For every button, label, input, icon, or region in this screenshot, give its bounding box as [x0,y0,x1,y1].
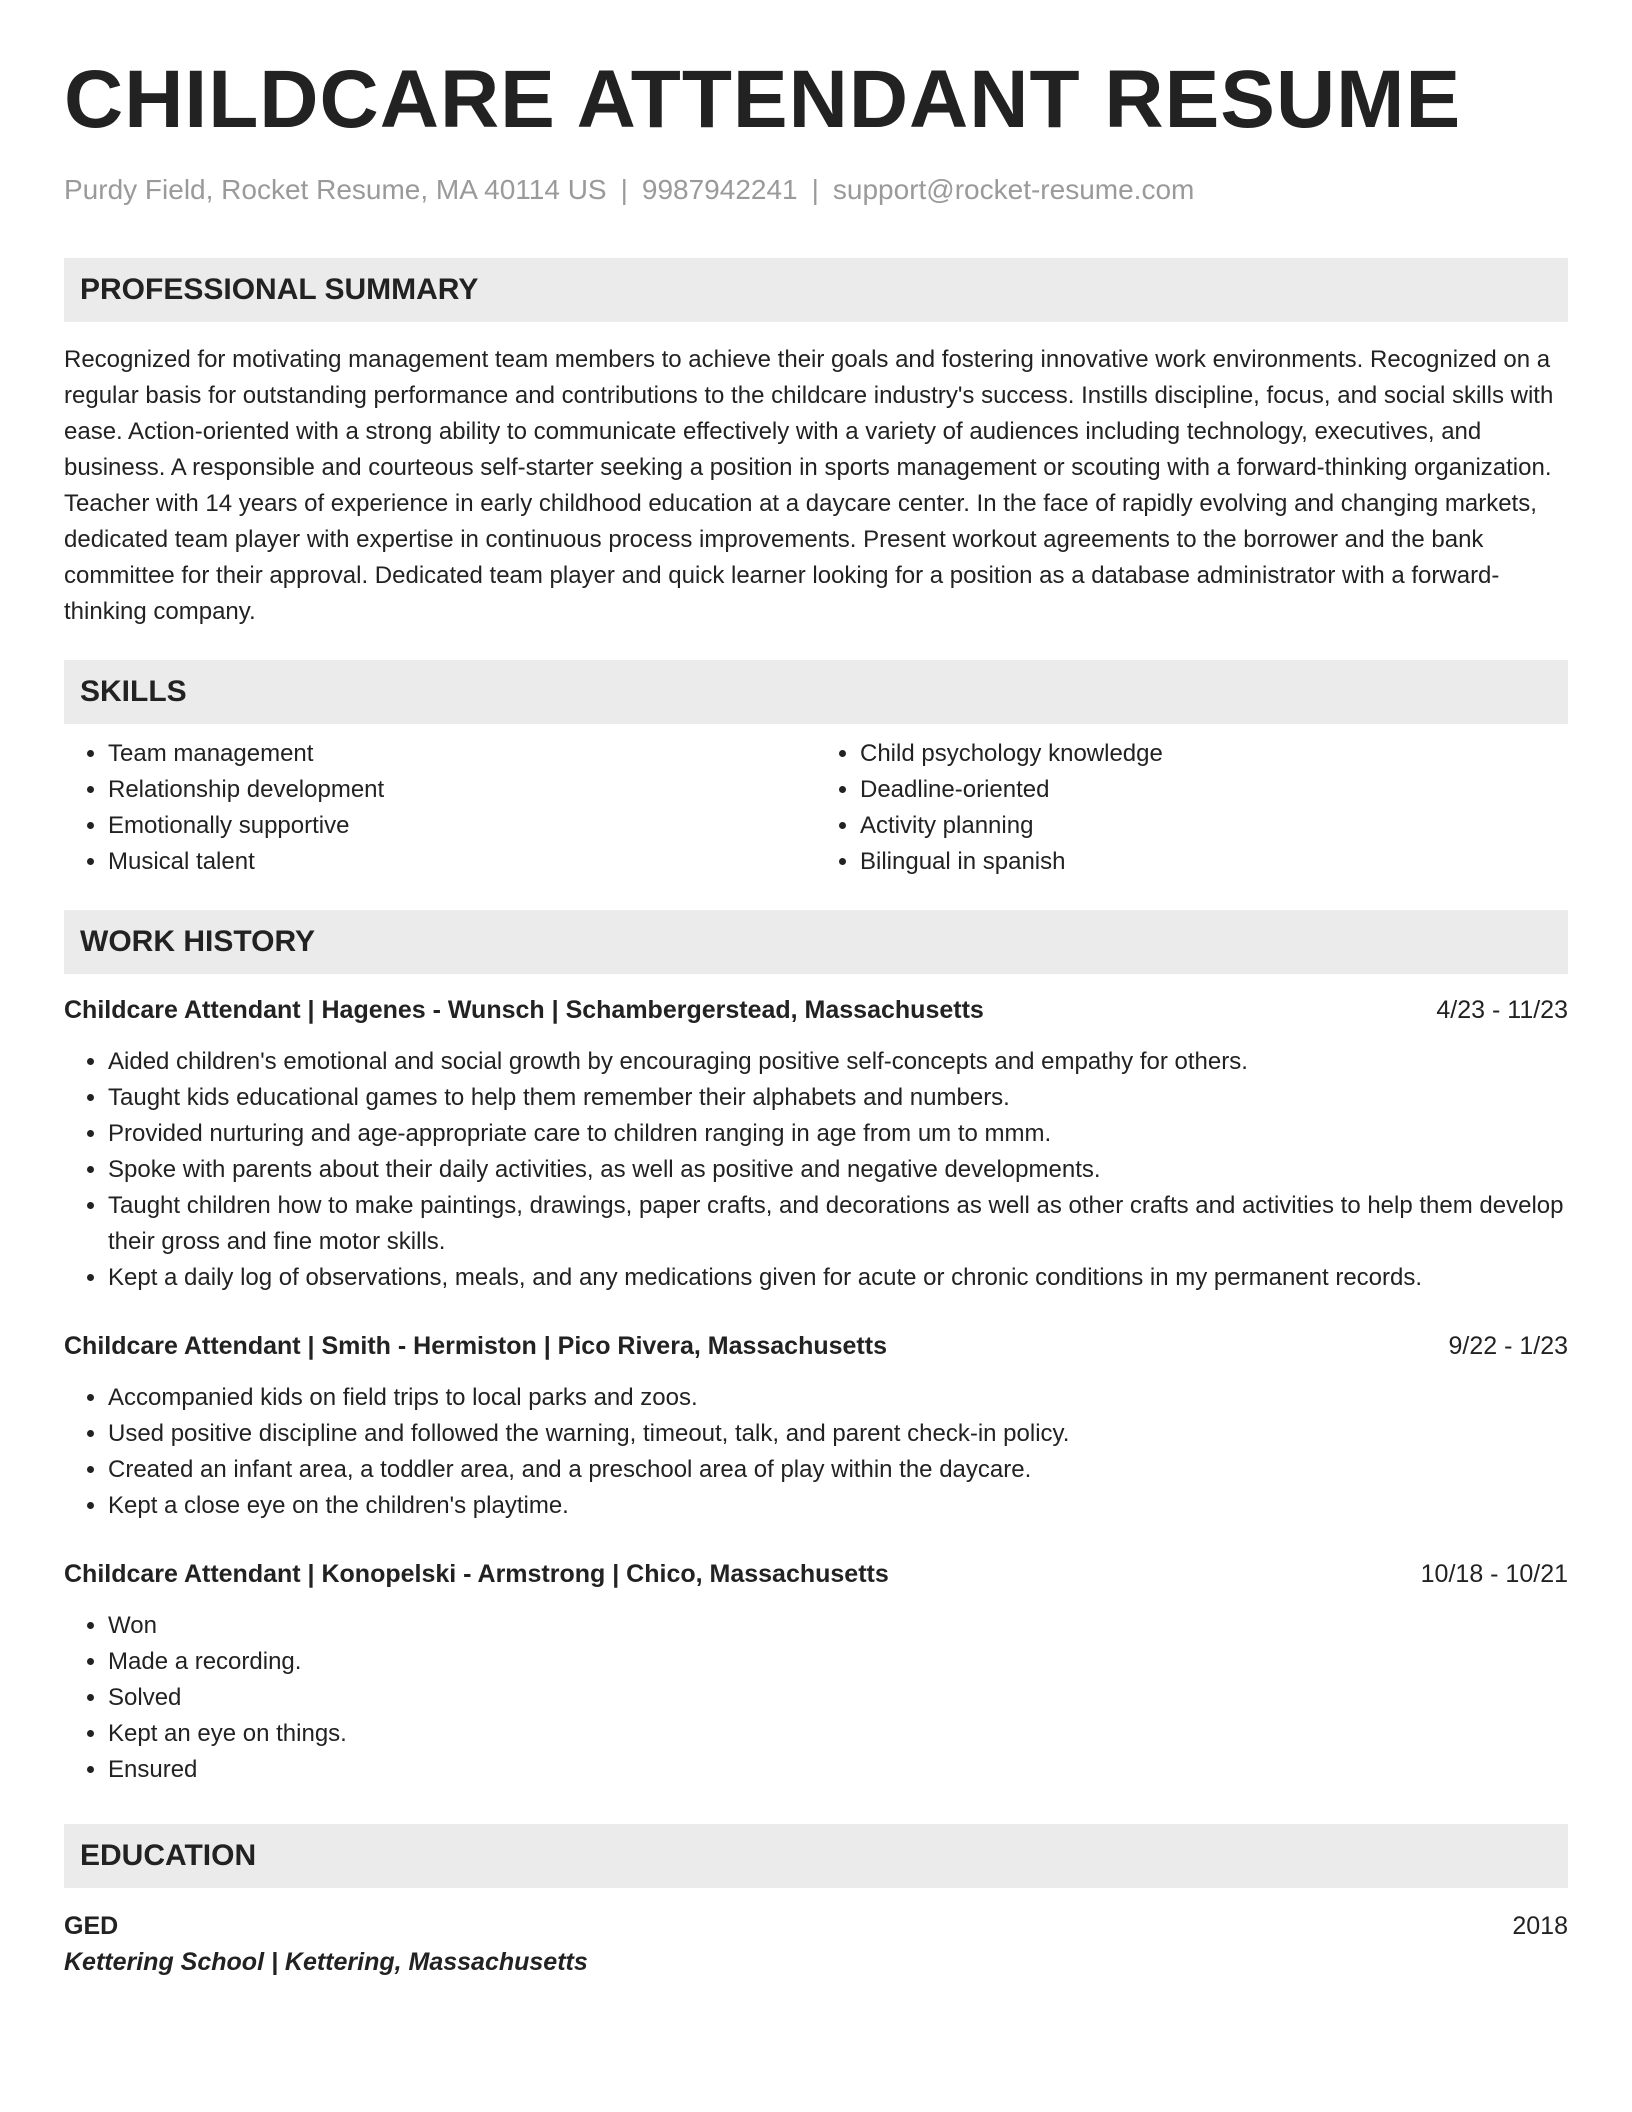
section-header-summary: PROFESSIONAL SUMMARY [64,258,1568,322]
contact-phone: 9987942241 [641,174,798,205]
job-bullets [64,1380,1568,1524]
job-title: Childcare Attendant | Smith - Hermiston | Pico Rivera, Massachusetts [64,1332,887,1360]
job-bullets [64,1044,1568,1296]
job-bullet: • Kept a daily log of observations, meals, and any medications given for acute or chronic conditions in my permanent records. [108,1260,1568,1296]
job-bullet: • Won [108,1608,1568,1644]
contact-address: Purdy Field, Rocket Resume, MA 40114 US [64,174,607,205]
resume-title: CHILDCARE ATTENDANT RESUME [64,54,1462,145]
job-bullet: • Kept a close eye on the children's playtime. [108,1488,1568,1524]
skill-item: • Child psychology knowledge [860,736,1568,772]
job-title-row [64,992,1568,1028]
skills-column-right [816,736,1568,880]
skill-item: • Bilingual in spanish [860,844,1568,880]
job-bullet: • Made a recording. [108,1644,1568,1680]
education-degree: GED [64,1912,119,1940]
job-title: Childcare Attendant | Hagenes - Wunsch | Schambergerstead, Massachusetts [64,996,984,1024]
summary-text: Recognized for motivating management team members to achieve their goals and fostering innovative work environments. Recognized on a regular basis for outstanding performance and contributions to the childcare industry's success. Instills discipline, focus, and social skills with ease. Action-oriented with a strong ability to communicate effectively with a variety of audiences including technology, executives, and business. A responsible and courteous self-starter seeking a position in sports management or scouting with a forward-thinking organization. Teacher with 14 years of experience in early childhood education at a daycare center. In the face of rapidly evolving and changing markets, dedicated team player with expertise in continuous process improvements. Present workout agreements to the borrower and the bank committee for their approval. Dedicated team player and quick learner looking for a position as a database administrator with a forward-thinking company. [64,346,1554,625]
skills-column-left [64,736,816,880]
job-bullet: • Ensured [108,1752,1568,1788]
job-bullet: • Provided nurturing and age-appropriate care to children ranging in age from um to mmm. [108,1116,1568,1152]
contact-line [64,172,1568,208]
skill-item: • Team management [108,736,816,772]
section-header-work-history: WORK HISTORY [64,910,1568,974]
contact-separator: | [620,174,628,205]
skill-item: • Musical talent [108,844,816,880]
job-title: Childcare Attendant | Konopelski - Armstrong | Chico, Massachusetts [64,1560,889,1588]
section-header-skills: SKILLS [64,660,1568,724]
job-entry [64,992,1568,1296]
contact-email: support@rocket-resume.com [832,174,1195,205]
skills-list [64,736,1568,880]
job-bullet: • Spoke with parents about their daily activities, as well as positive and negative developments. [108,1152,1568,1188]
job-bullet: • Aided children's emotional and social growth by encouraging positive self-concepts and empathy for others. [108,1044,1568,1080]
job-dates: 4/23 - 11/23 [1436,996,1568,1024]
job-bullet: • Used positive discipline and followed the warning, timeout, talk, and parent check-in policy. [108,1416,1568,1452]
job-bullet: • Created an infant area, a toddler area, and a preschool area of play within the daycare. [108,1452,1568,1488]
job-entry [64,1556,1568,1788]
education-year: 2018 [1512,1912,1568,1940]
job-bullets [64,1608,1568,1788]
skill-item: • Deadline-oriented [860,772,1568,808]
job-bullet: • Kept an eye on things. [108,1716,1568,1752]
education-school: Kettering School | Kettering, Massachusetts [64,1948,588,1976]
education-row [64,1908,1568,1944]
contact-separator: | [811,174,819,205]
section-header-education: EDUCATION [64,1824,1568,1888]
job-dates: 9/22 - 1/23 [1448,1332,1568,1360]
skill-item: • Emotionally supportive [108,808,816,844]
skill-item: • Activity planning [860,808,1568,844]
job-entry [64,1328,1568,1524]
job-title-row [64,1556,1568,1592]
job-dates: 10/18 - 10/21 [1420,1560,1568,1588]
job-bullet: • Accompanied kids on field trips to local parks and zoos. [108,1380,1568,1416]
job-bullet: • Taught kids educational games to help them remember their alphabets and numbers. [108,1080,1568,1116]
job-bullet: • Solved [108,1680,1568,1716]
skill-item: • Relationship development [108,772,816,808]
job-title-row [64,1328,1568,1364]
job-bullet: • Taught children how to make paintings, drawings, paper crafts, and decorations as well as other crafts and activities to help them develop their gross and fine motor skills. [108,1188,1568,1260]
